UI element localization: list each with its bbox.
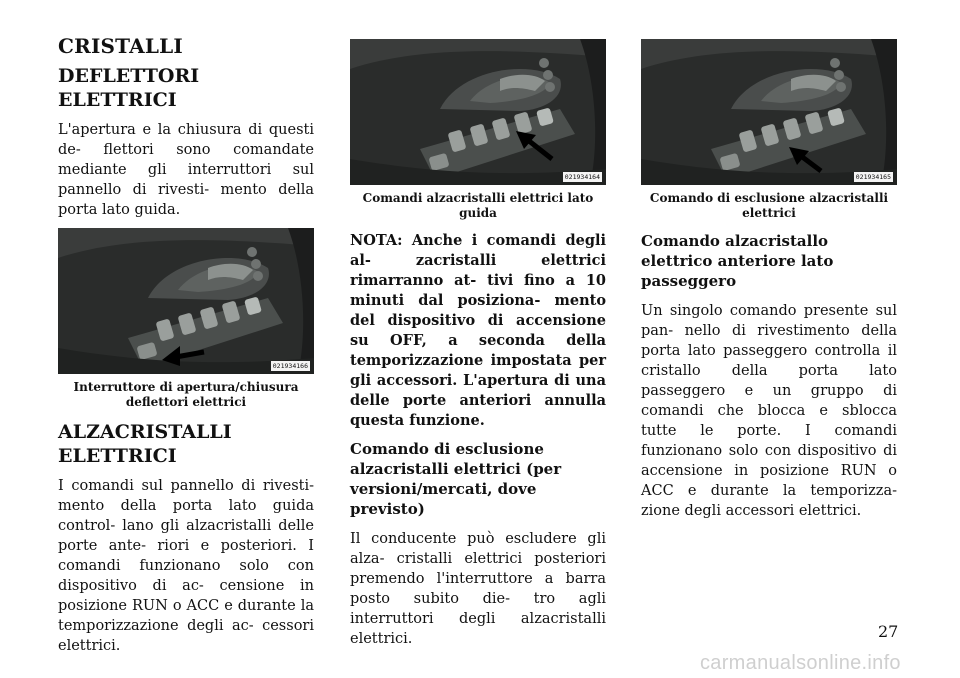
arrow-icon xyxy=(641,39,897,185)
subtitle: DEFLETTORI ELETTRICI xyxy=(58,65,200,111)
page-number: 27 xyxy=(878,622,899,641)
note-paragraph: NOTA: Anche i comandi degli al- zacristalli elettrici rimarranno at- tivi fino a 10 minuti dal posiziona- mento del dispositivo di accensione su OFF, a seconda della temporizzazione impostata per gli accessori. L'apertura di una delle porte anteriori annulla questa funzione. xyxy=(350,232,606,429)
figure-code: 021934165 xyxy=(855,173,891,181)
door-panel-figure xyxy=(58,228,314,374)
figure-code: 021934164 xyxy=(564,173,600,181)
figure-caption: Comando di esclusione alzacristalli elettrici xyxy=(649,191,889,220)
heading-esclusione: Comando di esclusione alzacristalli elettrici (per versioni/mercati, dove previsto) xyxy=(350,440,562,518)
body-paragraph: I comandi sul pannello di rivesti- mento della porta lato guida control- lano gli alzacristalli delle porte ante- riori e posteriori. I comandi funzionano solo con dispositivo di ac- censione in posizione RUN o ACC e durante la temporizzazione degli ac- cessori elettrici. xyxy=(58,478,314,654)
column-1 xyxy=(58,30,314,664)
heading-alzacristalli: ALZACRISTALLI ELETTRICI xyxy=(58,421,232,467)
body-paragraph: Un singolo comando presente sul pan- nello di rivestimento della porta lato passeggero controlla il cristallo della porta lato passeggero e un gruppo di comandi che blocca e sblocca tutte le porte. I comandi funzionano solo con dispositivo di accensione in posizione RUN o ACC e durante la temporizza- zione degli accessori elettrici. xyxy=(641,303,897,519)
arrow-icon xyxy=(350,39,606,185)
watermark-footer: carmanualsonline.info xyxy=(700,652,901,674)
column-3 xyxy=(641,39,897,529)
intro-paragraph: L'apertura e la chiusura di questi de- flettori sono comandate mediante gli interruttori sul pannello di rivesti- mento della porta lato guida. xyxy=(58,122,314,218)
door-panel-figure xyxy=(641,39,897,185)
figure-caption: Interruttore di apertura/chiusura deflettori elettrici xyxy=(73,380,299,409)
heading-passeggero: Comando alzacristallo elettrico anteriore lato passeggero xyxy=(641,232,834,290)
arrow-icon xyxy=(58,228,314,374)
figure-caption: Comandi alzacristalli elettrici lato guida xyxy=(362,191,594,220)
figure-code: 021934166 xyxy=(272,362,308,370)
column-2 xyxy=(350,39,606,657)
body-paragraph: Il conducente può escludere gli alza- cristalli elettrici posteriori premendo l'interruttore a barra posto subito die- tro agli interruttori degli alzacristalli elettrici. xyxy=(350,531,606,647)
door-panel-figure xyxy=(350,39,606,185)
section-title: CRISTALLI xyxy=(58,34,183,58)
